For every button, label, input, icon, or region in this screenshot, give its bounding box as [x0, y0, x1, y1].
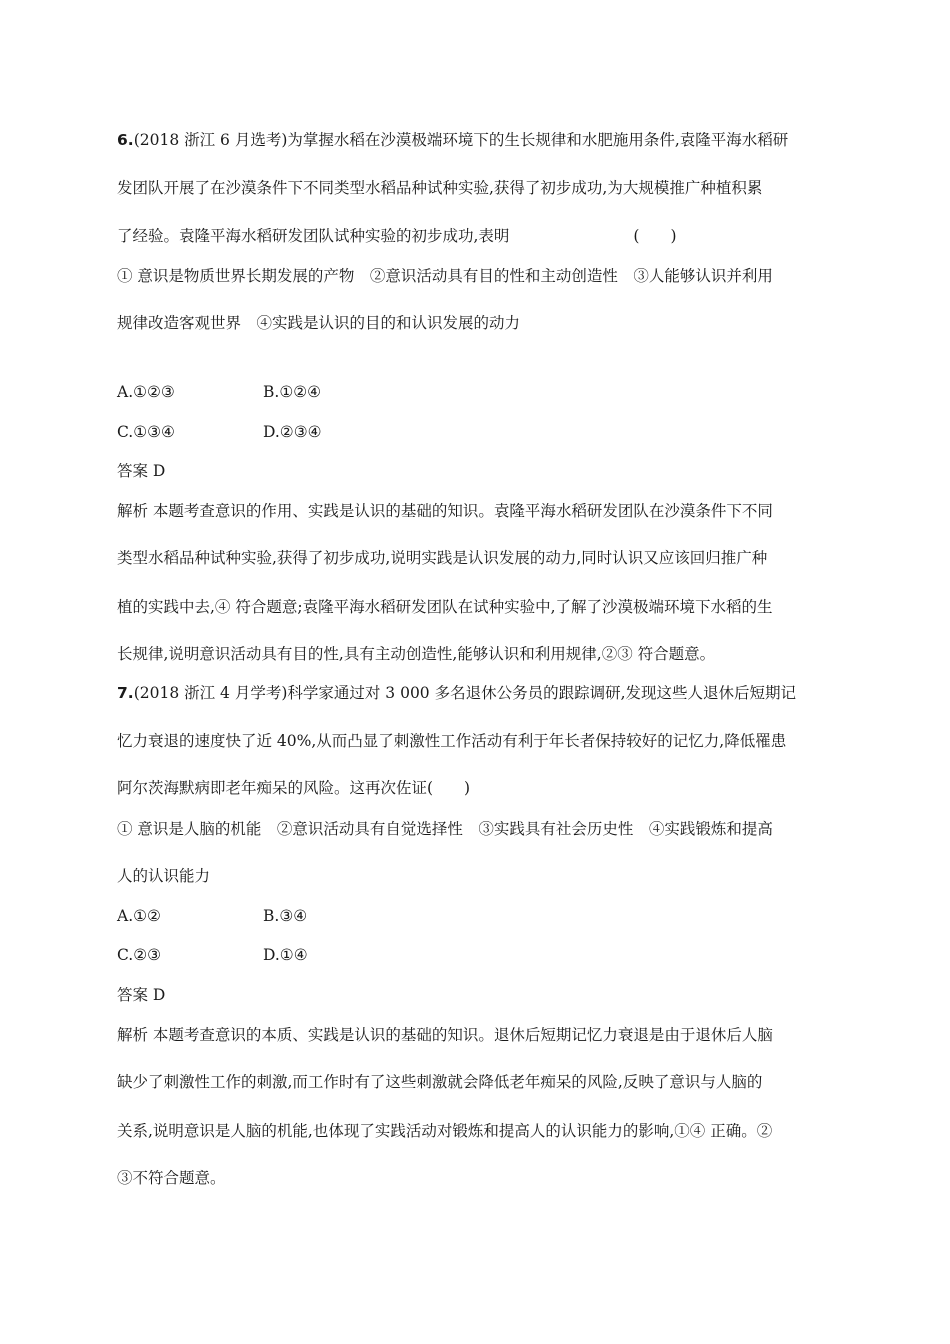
q7-option-b: B.③④: [263, 907, 308, 925]
q7-stem-line-2: 忆力衰退的速度快了近 40%,从而凸显了刺激性工作活动有利于年长者保持较好的记忆力,降低罹患: [117, 732, 787, 750]
q6-statement-line-2: 规律改造客观世界 ④实践是认识的目的和认识发展的动力: [117, 314, 521, 332]
q6-stem-text-1: (2018 浙江 6 月选考)为掌握水稻在沙漠极端环境下的生长规律和水肥施用条件,袁隆平海水稻研: [133, 131, 789, 149]
q6-option-c: C.①③④: [117, 423, 175, 441]
q6-statement-line-1: ① 意识是物质世界长期发展的产物 ②意识活动具有目的性和主动创造性 ③人能够认识并利用: [117, 267, 773, 285]
q7-answer: 答案 D: [117, 986, 166, 1004]
q6-analysis-line-4: 长规律,说明意识活动具有目的性,具有主动创造性,能够认识和利用规律,②③ 符合题意。: [117, 645, 716, 663]
q6-analysis-line-2: 类型水稻品种试种实验,获得了初步成功,说明实践是认识发展的动力,同时认识又应该回归推广种: [117, 549, 768, 567]
q6-answer: 答案 D: [117, 462, 166, 480]
q7-analysis-line-2: 缺少了刺激性工作的刺激,而工作时有了这些刺激就会降低老年痴呆的风险,反映了意识与人脑的: [117, 1073, 763, 1091]
q7-statement-line-2: 人的认识能力: [117, 867, 211, 885]
q7-option-a: A.①②: [117, 907, 161, 925]
q6-number: 6.: [117, 131, 134, 149]
q6-analysis-line-1: 解析 本题考查意识的作用、实践是认识的基础的知识。袁隆平海水稻研发团队在沙漠条件下不同: [117, 502, 773, 520]
q7-number: 7.: [117, 684, 134, 702]
q7-stem-text-1: (2018 浙江 4 月学考)科学家通过对 3 000 多名退休公务员的跟踪调研,发现这些人退休后短期记: [133, 684, 797, 702]
q7-analysis-line-3: 关系,说明意识是人脑的机能,也体现了实践活动对锻炼和提高人的认识能力的影响,①④ 正确。②: [117, 1122, 773, 1140]
q6-stem-line-2: 发团队开展了在沙漠条件下不同类型水稻品种试种实验,获得了初步成功,为大规模推广种植积累: [117, 179, 763, 197]
q6-option-a: A.①②③: [117, 383, 175, 401]
q6-stem-line-3: 了经验。袁隆平海水稻研发团队试种实验的初步成功,表明 ( ): [117, 227, 677, 245]
q7-analysis-line-1: 解析 本题考查意识的本质、实践是认识的基础的知识。退休后短期记忆力衰退是由于退休后人脑: [117, 1026, 773, 1044]
q7-stem-line-3: 阿尔茨海默病即老年痴呆的风险。这再次佐证( ): [117, 779, 471, 797]
q7-statement-line-1: ① 意识是人脑的机能 ②意识活动具有自觉选择性 ③实践具有社会历史性 ④实践锻炼和提高: [117, 820, 773, 838]
q7-stem-line-1: [117, 683, 796, 703]
q7-option-c: C.②③: [117, 946, 162, 964]
q6-stem-line-1: [117, 130, 788, 150]
q6-analysis-line-3: 植的实践中去,④ 符合题意;袁隆平海水稻研发团队在试种实验中,了解了沙漠极端环境下水稻的生: [117, 598, 773, 616]
q7-analysis-line-4: ③不符合题意。: [117, 1169, 226, 1187]
q7-option-d: D.①④: [263, 946, 308, 964]
q6-option-b: B.①②④: [263, 383, 322, 401]
q6-option-d: D.②③④: [263, 423, 322, 441]
